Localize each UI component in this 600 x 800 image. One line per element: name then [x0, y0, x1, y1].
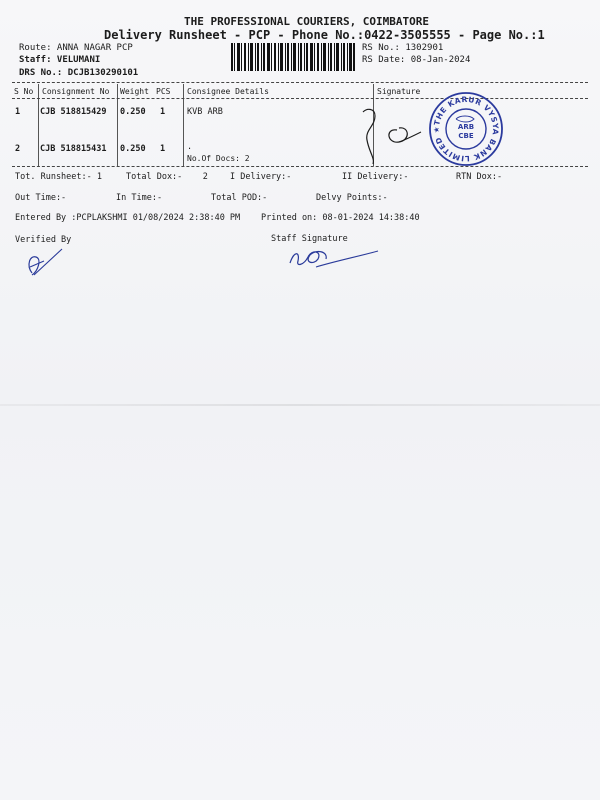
drs-number: DRS No.: DCJB130290101: [19, 68, 139, 78]
col-header-pcs: PCS: [156, 87, 171, 96]
verified-by-label: Verified By: [15, 235, 72, 245]
row-consignee: KVB ARB: [187, 107, 223, 117]
paper-fold-line: [0, 404, 600, 406]
bank-stamp-image: [426, 89, 506, 169]
row-consignee: .: [187, 142, 193, 152]
staff-signature-label: Staff Signature: [271, 234, 348, 244]
total-pod: Total POD:-: [211, 193, 268, 203]
row-consignment: CJB 518815431: [40, 144, 107, 154]
col-header-consignee: Consignee Details: [187, 87, 269, 96]
column-divider: [183, 84, 184, 166]
ii-delivery: II Delivery:-: [342, 172, 409, 182]
rtn-dox: RTN Dox:-: [456, 172, 503, 182]
out-time: Out Time:-: [15, 193, 67, 203]
row-consignment: CJB 518815429: [40, 107, 107, 117]
entered-by: Entered By :PCPLAKSHMI 01/08/2024 2:38:40 PM: [15, 213, 241, 223]
column-divider: [38, 84, 39, 166]
svg-text:ARB: ARB: [457, 123, 475, 131]
verifier-signature-image: [22, 245, 68, 281]
in-time: In Time:-: [116, 193, 163, 203]
tot-runsheet: Tot. Runsheet:- 1: [15, 172, 102, 182]
printed-on: Printed on: 08-01-2024 14:38:40: [261, 213, 420, 223]
row-weight: 0.250: [120, 107, 146, 117]
i-delivery: I Delivery:-: [230, 172, 292, 182]
rs-date: RS Date: 08-Jan-2024: [362, 55, 471, 65]
svg-text:THE KARUR VYSYA BANK LIMITED ★: THE KARUR VYSYA BANK LIMITED ★: [431, 94, 501, 164]
row-pcs: 1: [160, 144, 166, 154]
svg-text:CBE: CBE: [458, 132, 474, 140]
runsheet-title: Delivery Runsheet - PCP - Phone No.:0422-3505555 - Page No.:1: [104, 28, 545, 42]
total-dox: Total Dox:- 2: [126, 172, 208, 182]
docs-count-note: No.Of Docs: 2: [187, 154, 250, 163]
col-header-sno: S No: [14, 87, 34, 96]
staff-signature-image: [286, 245, 386, 271]
column-divider: [117, 84, 118, 166]
row-sno: 2: [15, 144, 21, 154]
consignee-signature-image: [355, 100, 435, 170]
route-label: Route: ANNA NAGAR PCP: [19, 43, 133, 53]
row-pcs: 1: [160, 107, 166, 117]
col-header-signature: Signature: [377, 87, 421, 96]
delvy-points: Delvy Points:-: [316, 193, 388, 203]
col-header-weight: Weight: [120, 87, 149, 96]
rs-number: RS No.: 1302901: [362, 43, 444, 53]
row-sno: 1: [15, 107, 21, 117]
table-top-rule: [12, 82, 588, 83]
row-weight: 0.250: [120, 144, 146, 154]
barcode-image: [231, 43, 355, 71]
col-header-consignment: Consignment No: [42, 87, 110, 96]
staff-label: Staff: VELUMANI: [19, 55, 101, 65]
company-name: THE PROFESSIONAL COURIERS, COIMBATORE: [184, 15, 430, 28]
